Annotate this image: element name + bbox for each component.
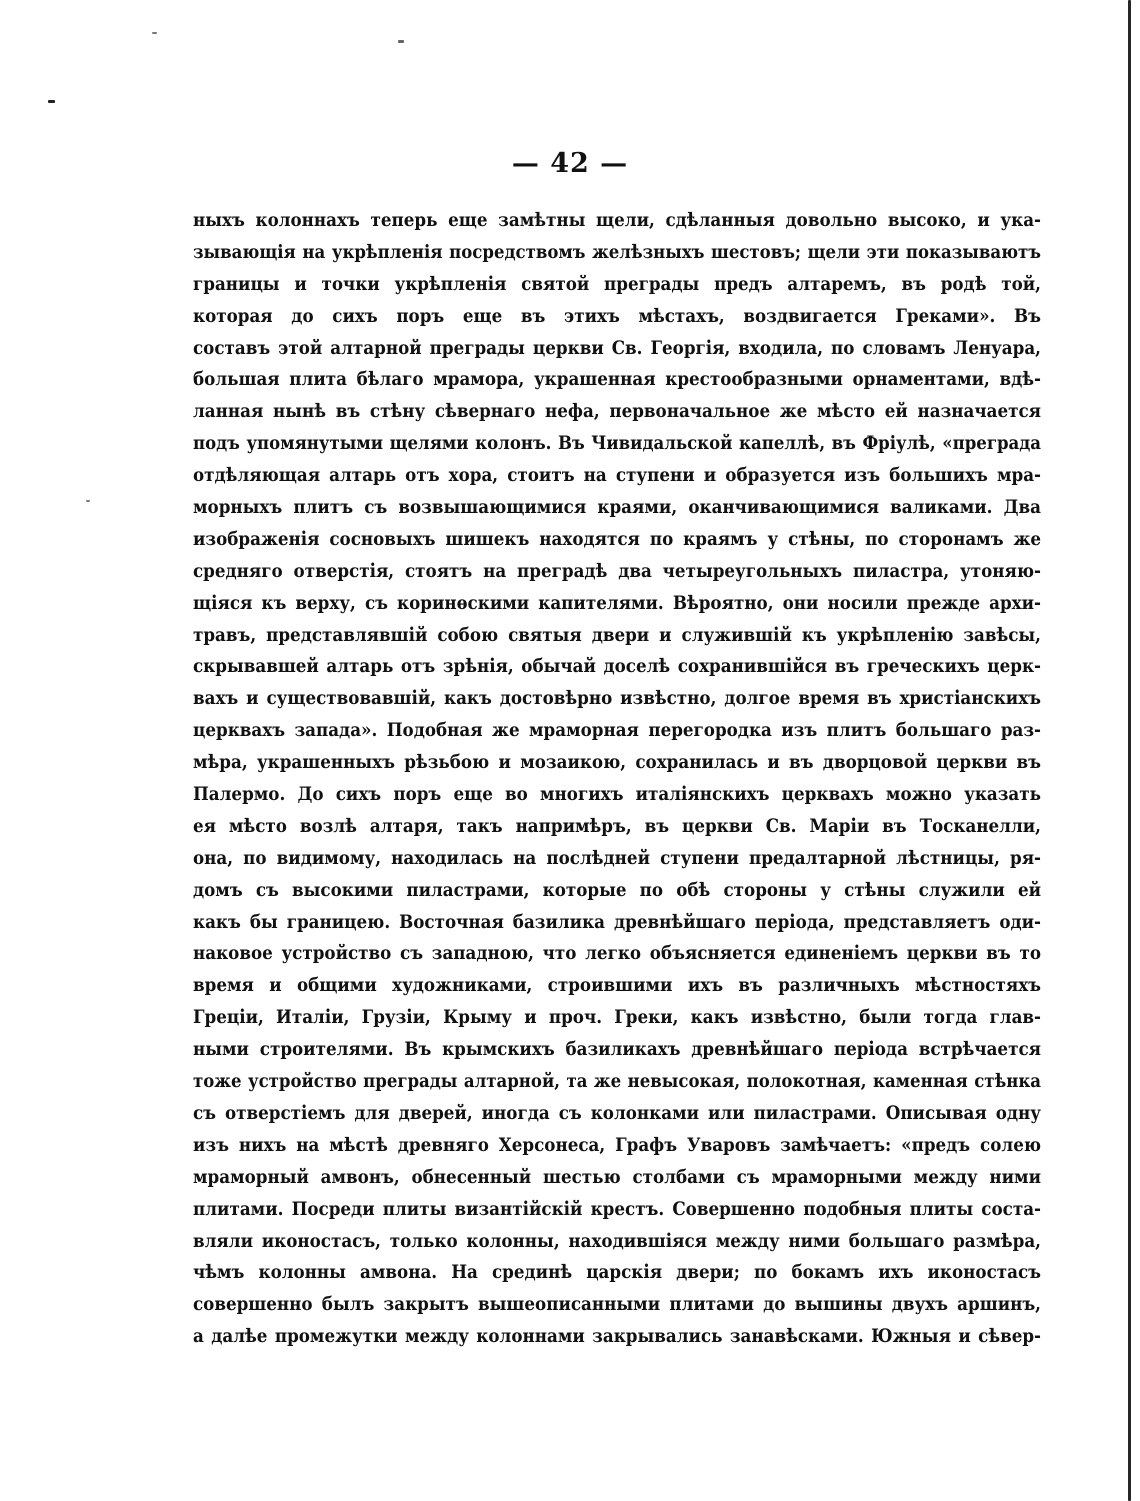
- text-line: а далѣе промежутки между колоннами закрывались занавѣсками. Южныя и сѣвер-: [193, 1326, 1041, 1348]
- text-line: ными строителями. Въ крымскихъ базиликахъ древнѣйшаго періода встрѣчается: [193, 1039, 1041, 1061]
- text-line: церквахъ запада». Подобная же мраморная перегородка изъ плитъ большаго раз-: [193, 720, 1041, 742]
- text-line: которая до сихъ поръ еще въ этихъ мѣстахъ, воздвигается Греками». Въ: [193, 305, 1041, 327]
- text-line: чѣмъ колонны амвона. На срединѣ царскія двери; по бокамъ ихъ иконостасъ: [193, 1262, 1041, 1284]
- text-line: скрывавшей алтарь отъ зрѣнія, обычай доселѣ сохранившійся въ греческихъ церк-: [193, 656, 1041, 678]
- ink-speck: [152, 32, 157, 34]
- text-line: подъ упомянутыми щелями колонъ. Въ Чивидальской капеллѣ, въ Фріулѣ, «преграда: [193, 433, 1041, 455]
- text-line: Греціи, Италіи, Грузіи, Крыму и проч. Греки, какъ извѣстно, были тогда глав-: [193, 1007, 1041, 1029]
- text-line: время и общими художниками, строившими ихъ въ различныхъ мѣстностяхъ: [193, 975, 1041, 997]
- text-line: плитами. Посреди плиты византійскій крестъ. Совершенно подобныя плиты соста-: [193, 1198, 1041, 1220]
- text-line: ея мѣсто возлѣ алтаря, такъ напримѣръ, въ церкви Св. Маріи въ Тосканелли,: [193, 815, 1041, 837]
- page-number: — 42 —: [511, 148, 629, 179]
- text-line: границы и точки укрѣпленія святой преграды предъ алтаремъ, въ родѣ той,: [193, 273, 1041, 295]
- text-line: мѣра, украшенныхъ рѣзьбою и мозаикою, сохранилась и въ дворцовой церкви въ: [193, 752, 1041, 774]
- ink-speck: [398, 40, 404, 43]
- text-line: вахъ и существовавшій, какъ достовѣрно извѣстно, долгое время въ христіанскихъ: [193, 688, 1041, 710]
- text-line: она, по видимому, находилась на послѣдней ступени предалтарной лѣстницы, ря-: [193, 847, 1041, 869]
- text-line: зывающія на укрѣпленія посредствомъ желѣзныхъ шестовъ; щели эти показываютъ: [193, 241, 1041, 263]
- ink-speck: [48, 100, 55, 103]
- ink-speck: [86, 500, 90, 502]
- text-line: какъ бы границею. Восточная базилика древнѣйшаго періода, представляетъ оди-: [193, 911, 1041, 933]
- text-line: средняго отверстія, стоятъ на преградѣ два четыреугольныхъ пиластра, утоняю-: [193, 560, 1041, 582]
- text-line: большая плита бѣлаго мрамора, украшенная крестообразными орнаментами, вдѣ-: [193, 369, 1041, 391]
- text-line: домъ съ высокими пиластрами, которые по обѣ стороны у стѣны служили ей: [193, 879, 1041, 901]
- text-line: Палермо. До сихъ поръ еще во многихъ италіянскихъ церквахъ можно указать: [193, 784, 1041, 806]
- text-line: травъ, представлявшій собою святыя двери и служившій къ укрѣпленію завѣсы,: [193, 624, 1041, 646]
- text-line: вляли иконостасъ, только колонны, находившіяся между ними большаго размѣра,: [193, 1230, 1041, 1252]
- text-line: отдѣляющая алтарь отъ хора, стоитъ на ступени и образуется изъ большихъ мра-: [193, 465, 1041, 487]
- text-line: щіяся къ верху, съ коринѳскими капителями. Вѣроятно, они носили прежде архи-: [193, 592, 1041, 614]
- text-line: морныхъ плитъ съ возвышающимися краями, оканчивающимися валиками. Два: [193, 497, 1041, 519]
- text-line: изъ нихъ на мѣстѣ древняго Херсонеса, Графъ Уваровъ замѣчаетъ: «предъ солею: [193, 1134, 1041, 1156]
- text-line: съ отверстіемъ для дверей, иногда съ колонками или пиластрами. Описывая одну: [193, 1102, 1041, 1124]
- scan-edge: [1128, 0, 1131, 1501]
- text-line: ланная нынѣ въ стѣну сѣвернаго нефа, первоначальное же мѣсто ей назначается: [193, 401, 1041, 423]
- text-line: составъ этой алтарной преграды церкви Св. Георгія, входила, по словамъ Ленуара,: [193, 337, 1041, 359]
- text-line: наковое устройство съ западною, что легко объясняется единеніемъ церкви въ то: [193, 943, 1041, 965]
- text-line: мраморный амвонъ, обнесенный шестью столбами съ мраморными между ними: [193, 1166, 1041, 1188]
- text-line: тоже устройство преграды алтарной, та же невысокая, полокотная, каменная стѣнка: [193, 1071, 1041, 1093]
- text-line: изображенія сосновыхъ шишекъ находятся по краямъ у стѣны, по сторонамъ же: [193, 528, 1041, 550]
- body-text: [193, 205, 1041, 1353]
- text-line: ныхъ колоннахъ теперь еще замѣтны щели, сдѣланныя довольно высоко, и ука-: [193, 210, 1041, 231]
- text-line: совершенно былъ закрытъ вышеописанными плитами до вышины двухъ аршинъ,: [193, 1294, 1041, 1316]
